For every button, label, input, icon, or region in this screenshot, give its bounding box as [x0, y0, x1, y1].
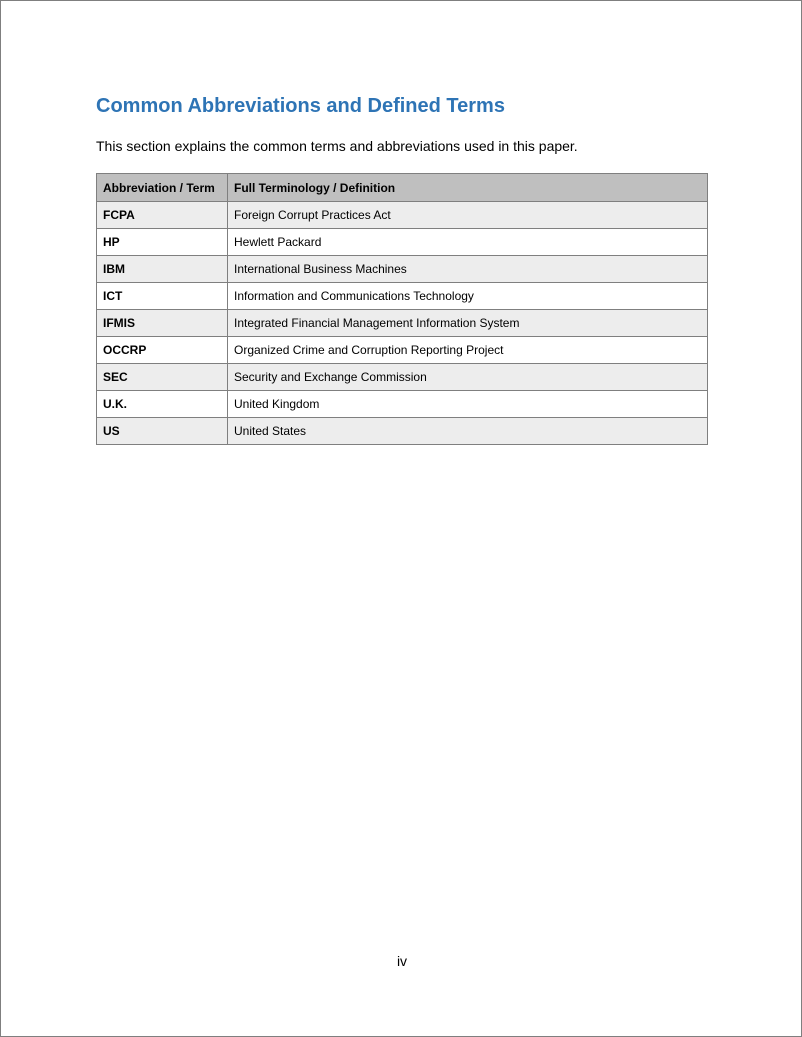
term-cell: HP — [97, 229, 228, 256]
term-cell: OCCRP — [97, 337, 228, 364]
definition-cell: United States — [228, 418, 708, 445]
definition-cell: International Business Machines — [228, 256, 708, 283]
definition-cell: Foreign Corrupt Practices Act — [228, 202, 708, 229]
term-cell: U.K. — [97, 391, 228, 418]
definition-cell: Security and Exchange Commission — [228, 364, 708, 391]
intro-paragraph: This section explains the common terms and abbreviations used in this paper. — [96, 138, 578, 154]
table-row — [97, 418, 708, 445]
term-cell: US — [97, 418, 228, 445]
definition-cell: United Kingdom — [228, 391, 708, 418]
term-cell: FCPA — [97, 202, 228, 229]
abbreviations-table — [96, 173, 708, 445]
table-header-row — [97, 174, 708, 202]
table-row — [97, 391, 708, 418]
definition-cell: Organized Crime and Corruption Reporting Project — [228, 337, 708, 364]
term-cell: SEC — [97, 364, 228, 391]
table-row — [97, 229, 708, 256]
table-row — [97, 310, 708, 337]
table-row — [97, 337, 708, 364]
definition-cell: Information and Communications Technology — [228, 283, 708, 310]
table-row — [97, 202, 708, 229]
section-heading: Common Abbreviations and Defined Terms — [96, 95, 505, 117]
column-header-definition: Full Terminology / Definition — [228, 174, 708, 202]
definition-cell: Hewlett Packard — [228, 229, 708, 256]
definition-cell: Integrated Financial Management Information System — [228, 310, 708, 337]
term-cell: IBM — [97, 256, 228, 283]
table-row — [97, 283, 708, 310]
table-row — [97, 256, 708, 283]
term-cell: ICT — [97, 283, 228, 310]
term-cell: IFMIS — [97, 310, 228, 337]
table-row — [97, 364, 708, 391]
column-header-term: Abbreviation / Term — [97, 174, 228, 202]
page-number: iv — [396, 953, 408, 969]
